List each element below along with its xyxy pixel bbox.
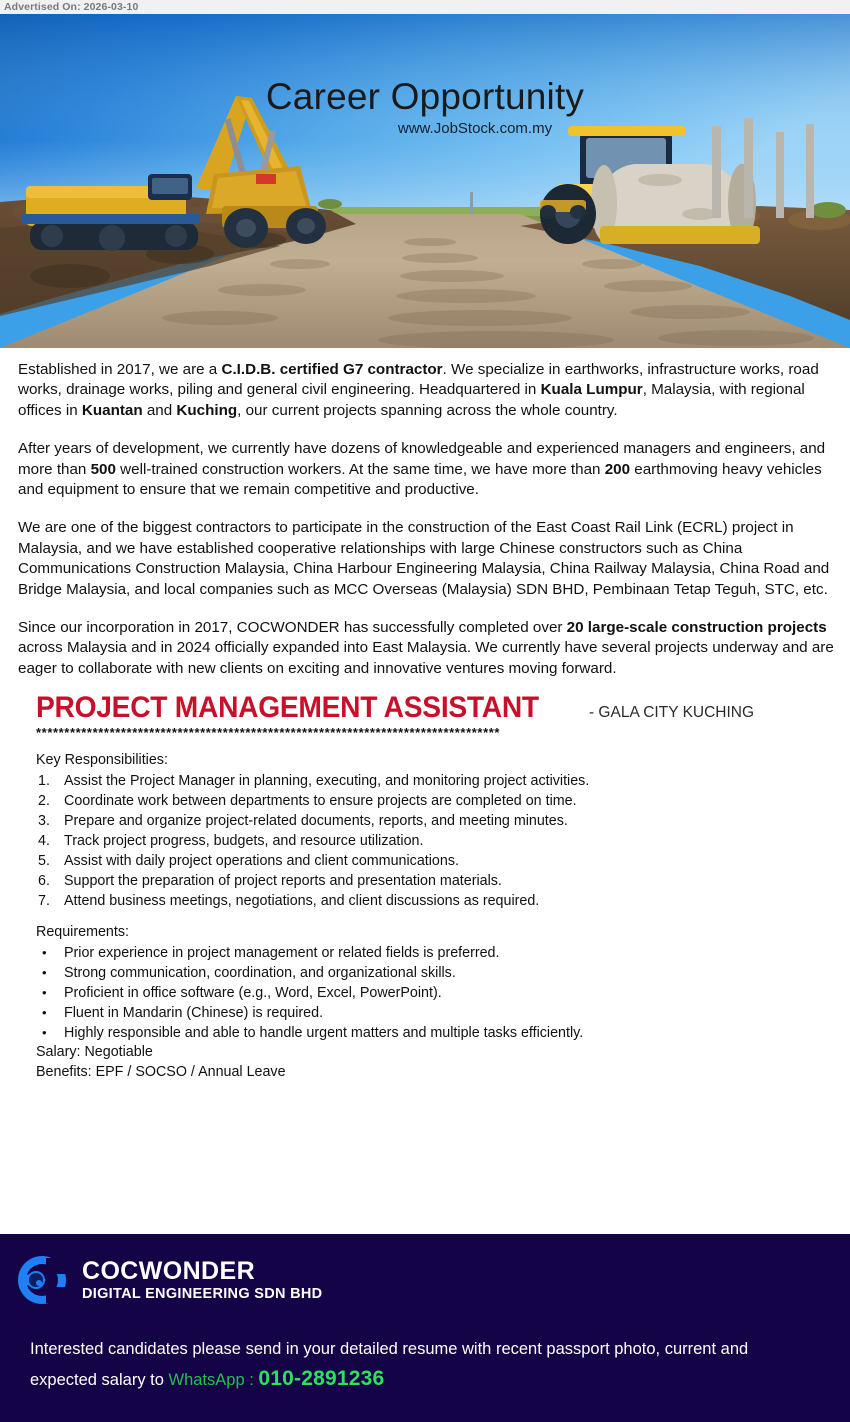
intro-p1-part-e: , Malaysia, with regional offices in [18,381,805,419]
contact-line-1: Interested candidates please send in your detailed resume with recent passport photo, current and [30,1340,749,1358]
bullet-icon: • [42,1005,47,1021]
list-marker: 7. [38,893,50,910]
list-marker: 4. [38,833,50,850]
requirement-text: Highly responsible and able to handle urgent matters and multiple tasks efficiently. [64,1025,584,1042]
advertised-on-text: Advertised On: 2026-03-10 [4,1,139,13]
intro-paragraph-3: We are one of the biggest contractors to participate in the construction of the East Coast Rail Link (ECRL) project in Malaysia, and we have established cooperative relationships with large Chinese constructors such as China Communications Construction Malaysia, China Harbour Engineering Malaysia, China Railway Malaysia, China Road and Bridge Malaysia, and local companies such as MCC Overseas (Malaysia) SDN BHD, Pembinaan Tetap Teguh, STC, etc. [18,519,830,598]
requirement-item [36,1023,836,1043]
intro-p1-part-a: Established in 2017, we are a [18,361,222,378]
intro-p1-part-i: , our current projects spanning across the whole country. [237,401,618,419]
cocwonder-logo-icon [16,1254,68,1306]
responsibility-item [36,851,836,871]
bullet-icon: • [42,945,47,961]
benefits-line: Benefits: EPF / SOCSO / Annual Leave [36,1063,286,1080]
responsibility-item [36,891,836,911]
requirement-item [36,983,836,1003]
responsibility-text: Assist with daily project operations and client communications. [64,853,459,870]
requirement-item [36,943,836,963]
responsibilities-list [36,771,836,911]
responsibility-text: Coordinate work between departments to ensure projects are completed on time. [64,793,577,810]
list-marker: 5. [38,853,50,870]
responsibility-text: Attend business meetings, negotiations, and client discussions as required. [64,893,540,910]
company-name: COCWONDER [82,1256,256,1285]
asterisk-divider: ********************************************************************************** [36,727,501,740]
intro-p1-part-g: and [142,401,177,419]
intro-p1-bold-cidb: C.I.D.B. certified G7 contractor [221,361,443,378]
footer [0,1234,850,1422]
construction-site-illustration [0,14,850,348]
job-title: PROJECT MANAGEMENT ASSISTANT [36,691,539,725]
responsibility-item [36,811,836,831]
intro-p4-part-a: Since our incorporation in 2017, COCWONDER has successfully completed over [18,619,567,637]
intro-p2-bold-500: 500 [90,460,116,478]
responsibility-text: Track project progress, budgets, and resource utilization. [64,833,424,850]
bullet-icon: • [42,985,47,1001]
intro-paragraph-4 [18,618,836,679]
job-listing-section [0,679,850,1082]
intro-p2-part-a: After years of development, we currently have dozens of knowledgeable and experienced managers and engineers, and more than [18,440,826,478]
intro-p1-bold-kuching: Kuching [176,401,238,419]
requirements-label: Requirements: [36,924,129,941]
bullet-icon: • [42,965,47,981]
requirement-item [36,1003,836,1023]
banner-title: Career Opportunity [265,76,585,117]
responsibility-item [36,771,836,791]
intro-p1-bold-kl: Kuala Lumpur [540,381,643,399]
intro-p2-part-c: well-trained construction workers. At the same time, we have more than [115,460,605,478]
intro-paragraph-2 [18,439,836,500]
list-marker: 2. [38,793,50,810]
responsibility-item [36,831,836,851]
responsibility-item [36,871,836,891]
requirement-text: Prior experience in project management or related fields is preferred. [64,945,500,962]
requirement-text: Proficient in office software (e.g., Word, Excel, PowerPoint). [64,985,442,1002]
responsibility-item [36,791,836,811]
intro-p2-bold-200: 200 [604,460,631,478]
intro-p2-part-e: earthmoving heavy vehicles and equipment to ensure that we remain competitive and productive. [18,460,822,499]
company-logo-row [0,1234,850,1312]
company-introduction [0,348,850,679]
banner-website: www.JobStock.com.my [397,120,553,137]
requirement-text: Fluent in Mandarin (Chinese) is required. [64,1005,324,1022]
responsibilities-label: Key Responsibilities: [36,752,168,769]
job-title-row [36,691,836,725]
responsibility-text: Support the preparation of project reports and presentation materials. [64,873,502,890]
responsibility-text: Prepare and organize project-related documents, reports, and meeting minutes. [64,813,568,830]
hero-banner [0,14,850,348]
bullet-icon: • [42,1025,47,1041]
whatsapp-label: WhatsApp : [168,1371,259,1389]
list-marker: 6. [38,873,50,890]
list-marker: 1. [38,773,50,790]
intro-p4-bold-projects: 20 large-scale construction projects [566,619,827,637]
whatsapp-phone-number[interactable]: 010-2891236 [258,1367,385,1390]
contact-instructions [0,1312,850,1395]
responsibility-text: Assist the Project Manager in planning, executing, and monitoring project activities. [64,773,590,790]
job-location: - GALA CITY KUCHING [588,704,755,722]
list-marker: 3. [38,813,50,830]
contact-line-2-prefix: expected salary to [30,1371,169,1389]
requirement-item [36,963,836,983]
company-tagline: DIGITAL ENGINEERING SDN BHD [82,1285,323,1302]
intro-paragraph-1 [18,360,836,421]
company-logo-text [82,1258,322,1303]
salary-line: Salary: Negotiable [36,1044,153,1061]
intro-p1-bold-kuantan: Kuantan [81,401,143,419]
intro-p4-part-c: across Malaysia and in 2024 officially expanded into East Malaysia. We currently have several projects underway and are eager to collaborate with new clients on exciting and innovative ventures moving forward. [18,639,834,677]
contact-line-2 [30,1364,840,1395]
intro-p1-part-c: . We specialize in earthworks, infrastructure works, road works, drainage works, piling and general civil engineering. Headquartered in [18,361,819,399]
advertised-on-bar [0,0,850,14]
requirements-list [36,943,836,1043]
requirement-text: Strong communication, coordination, and organizational skills. [64,965,456,982]
